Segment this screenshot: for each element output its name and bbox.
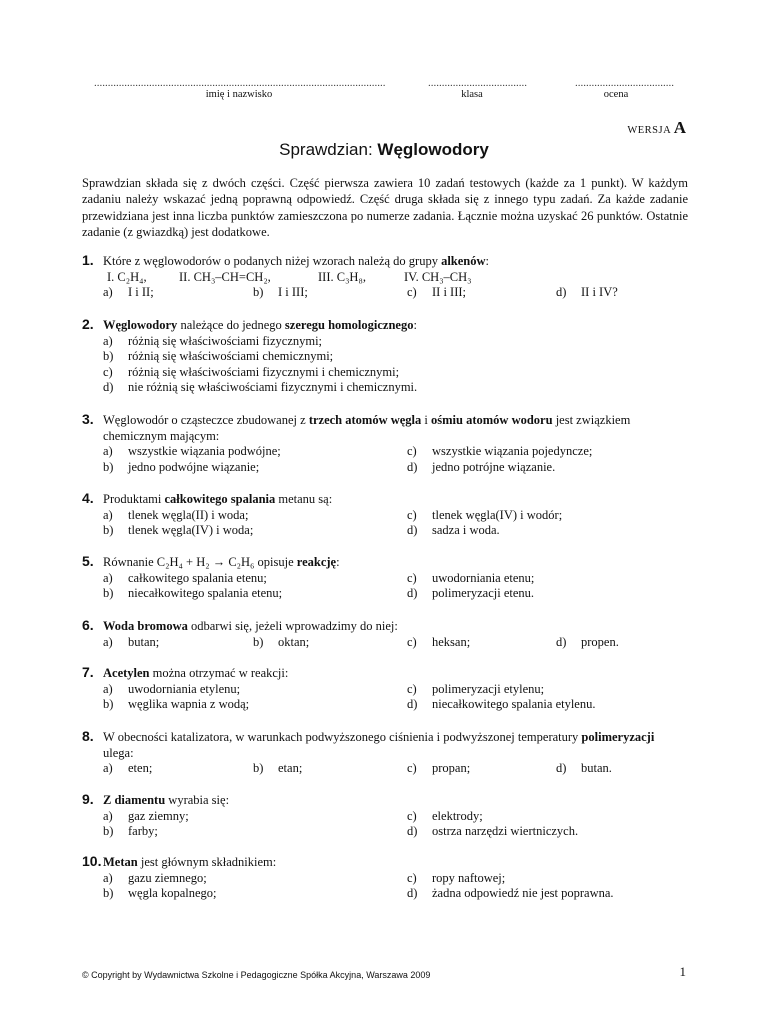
question-text [103, 666, 702, 682]
answer-b[interactable] [253, 761, 302, 777]
question-text-part: ulega: [103, 745, 134, 760]
question-text-bold: Węglowodory [103, 318, 178, 332]
name-label: imię i nazwisko [205, 89, 273, 100]
question-text-bold: Z diamentu [103, 793, 166, 807]
answer-b[interactable] [253, 285, 308, 301]
answer-text: ostrza narzędzi wiertniczych. [432, 824, 579, 839]
question-10 [82, 855, 702, 902]
answer-text: różnią się właściwościami chemicznymi; [128, 349, 334, 364]
answer-letter: a) [103, 570, 113, 585]
answer-row [103, 380, 702, 396]
question-4 [82, 492, 702, 539]
answer-c[interactable] [407, 508, 562, 524]
answer-row [103, 444, 702, 460]
question-text-bold: szeregu homologicznego [284, 318, 414, 332]
question-text-part: można otrzymać w reakcji: [149, 666, 289, 680]
answer-text: wszystkie wiązania podwójne; [128, 444, 281, 459]
question-text-part: odbarwi się, jeżeli wprowadzimy do niej: [187, 619, 398, 633]
answer-letter: d) [407, 886, 418, 901]
answer-text: ropy naftowej; [432, 870, 506, 885]
answer-text: polimeryzacji etylenu; [432, 681, 545, 696]
answer-a[interactable] [103, 682, 240, 698]
answer-c[interactable] [407, 682, 544, 698]
class-field [428, 77, 527, 102]
answer-letter: c) [407, 634, 417, 649]
answer-text: tlenek węgla(II) i woda; [128, 507, 249, 522]
answer-letter: d) [103, 380, 114, 395]
page-title [0, 139, 768, 161]
answer-letter: a) [103, 681, 113, 696]
question-number: 3. [82, 411, 94, 427]
answer-b[interactable] [103, 460, 259, 476]
answer-letter: a) [103, 808, 113, 823]
answer-letter: b) [103, 886, 114, 901]
answer-a[interactable] [103, 809, 189, 825]
answer-c[interactable] [407, 809, 483, 825]
question-text-part: jest związkiem chemicznym mającym: [103, 413, 631, 443]
answer-c[interactable] [407, 871, 505, 887]
question-6 [82, 619, 702, 650]
class-label: klasa [461, 89, 483, 100]
question-text [103, 492, 702, 508]
question-number: 7. [82, 664, 94, 680]
answer-letter: b) [103, 697, 114, 712]
question-text-part: wyrabia się: [165, 793, 230, 807]
question-text-bold: polimeryzacji [581, 730, 655, 744]
answer-a[interactable] [103, 571, 267, 587]
class-dotted-line: .................................... [428, 77, 527, 89]
question-text-part: : [413, 318, 417, 332]
question-text-part: Równanie C₂H₄ + H₂ → C₂H₆ opisuje [103, 555, 297, 569]
question-9 [82, 793, 702, 840]
question-7 [82, 666, 702, 713]
answer-text: oktan; [278, 634, 310, 649]
answer-row [103, 285, 702, 301]
answer-text: heksan; [432, 634, 471, 649]
answer-text: sadza i woda. [432, 523, 500, 538]
question-text-part: i [421, 413, 432, 427]
answer-text: butan. [581, 761, 612, 776]
answer-text: tlenek węgla(IV) i woda; [128, 523, 254, 538]
question-text-bold: Woda bromowa [103, 619, 188, 633]
version-indicator [627, 120, 686, 139]
answer-text: uwodorniania etenu; [432, 570, 535, 585]
formula-row [103, 270, 702, 286]
question-text-bold: Acetylen [103, 666, 150, 680]
answer-row [103, 886, 702, 902]
answer-letter: b) [253, 634, 264, 649]
answer-d[interactable] [407, 586, 534, 602]
answer-letter: a) [103, 444, 113, 459]
question-text-bold: reakcję [296, 555, 337, 569]
page-number: 1 [679, 964, 686, 979]
question-text [103, 413, 643, 444]
answer-row [103, 334, 702, 350]
question-number: 8. [82, 728, 94, 744]
answer-letter: a) [103, 333, 113, 348]
question-text [103, 855, 702, 871]
answer-text: niecałkowitego spalania etylenu. [432, 697, 596, 712]
answer-row [103, 365, 702, 381]
answer-text: I i III; [278, 285, 308, 300]
name-field [94, 78, 384, 102]
answer-text: węglika wapnia z wodą; [128, 697, 250, 712]
name-dotted-line: .......................................................................................................... [94, 77, 386, 89]
answer-c[interactable] [407, 571, 534, 587]
question-text [103, 555, 702, 571]
question-2 [82, 318, 702, 396]
question-text-part: : [336, 555, 340, 569]
answer-text: żadna odpowiedź nie jest poprawna. [432, 886, 614, 901]
answer-d[interactable] [103, 380, 417, 396]
answer-row [103, 586, 702, 602]
version-letter: A [673, 118, 686, 137]
answer-letter: c) [407, 285, 417, 300]
answer-text: gazu ziemnego; [128, 870, 207, 885]
formula-4: IV. CH₃–CH₃ [404, 269, 472, 284]
answer-a[interactable] [103, 508, 248, 524]
answer-letter: d) [556, 285, 567, 300]
intro-paragraph: Sprawdzian składa się z dwóch części. Część pierwsza zawiera 10 zadań testowych (każde za 1 punkt). W każdym zadaniu należy wskazać jedną poprawną odpowiedź. Część druga składa się z innego typu zadań. Za każde zadanie przewidziana jest inna liczba punktów zamieszczona po numerze zadania. Łącznie można uzyskać 26 punktów. Ostatnie zadanie (z gwiazdką) jest dodatkowe. [82, 176, 688, 240]
answer-c[interactable] [407, 761, 470, 777]
answer-a[interactable] [103, 871, 207, 887]
question-text-bold: trzech atomów węgla [308, 413, 422, 427]
answer-text: węgla kopalnego; [128, 886, 217, 901]
question-text-part: metanu są: [275, 492, 333, 506]
title-prefix: Sprawdzian: [279, 140, 373, 159]
answer-text: farby; [128, 824, 158, 839]
answer-row [103, 761, 702, 777]
answer-b[interactable] [103, 523, 253, 539]
answer-text: propan; [432, 761, 471, 776]
answer-row [103, 635, 702, 651]
title-topic: Węglowodory [377, 140, 489, 159]
answer-text: niecałkowitego spalania etenu; [128, 586, 283, 601]
answer-b[interactable] [103, 886, 217, 902]
answer-text: jedno podwójne wiązanie; [128, 459, 260, 474]
answer-letter: c) [407, 681, 417, 696]
answer-letter: d) [407, 697, 418, 712]
question-text-bold: alkenów [441, 254, 486, 268]
answer-row [103, 824, 702, 840]
answer-letter: b) [103, 824, 114, 839]
answer-letter: b) [253, 285, 264, 300]
question-number: 1. [82, 252, 94, 268]
question-text-bold: ośmiu atomów wodoru [431, 413, 553, 427]
answer-b[interactable] [103, 349, 333, 365]
answer-d[interactable] [556, 285, 618, 301]
answer-row [103, 508, 702, 524]
formula-2: II. CH₃–CH=CH₂, [179, 269, 271, 284]
answer-a[interactable] [103, 635, 159, 651]
question-text [103, 730, 673, 761]
answer-letter: c) [407, 761, 417, 776]
grade-label: ocena [603, 89, 629, 100]
answer-c[interactable] [103, 365, 399, 381]
answer-letter: a) [103, 761, 113, 776]
question-text-part: Węglowodór o cząsteczce zbudowanej z [103, 413, 309, 427]
answer-text: polimeryzacji etenu. [432, 586, 535, 601]
answer-c[interactable] [407, 635, 470, 651]
question-text-part: W obecności katalizatora, w warunkach podwyższonego ciśnienia i podwyższonej temperatury [103, 730, 582, 744]
question-8 [82, 730, 702, 777]
question-text [103, 793, 702, 809]
copyright-footer: © Copyright by Wydawnictwa Szkolne i Pedagogiczne Spółka Akcyjna, Warszawa 2009 [82, 970, 431, 980]
answer-text: wszystkie wiązania pojedyncze; [432, 444, 593, 459]
answer-row [103, 571, 702, 587]
question-1 [82, 254, 702, 301]
version-label: WERSJA [627, 125, 671, 136]
answer-text: elektrody; [432, 808, 483, 823]
question-text-part: Produktami [103, 492, 165, 506]
answer-row [103, 682, 702, 698]
question-number: 9. [82, 791, 94, 807]
answer-letter: d) [556, 634, 567, 649]
answer-letter: b) [103, 459, 114, 474]
answer-letter: a) [103, 634, 113, 649]
question-number: 4. [82, 490, 94, 506]
answer-letter: a) [103, 870, 113, 885]
question-text-part: Które z węglowodorów o podanych niżej wzorach należą do grupy [103, 254, 442, 268]
question-number: 5. [82, 553, 94, 569]
answer-text: eten; [128, 761, 153, 776]
answer-text: propen. [581, 634, 619, 649]
answer-b[interactable] [103, 697, 249, 713]
question-number: 6. [82, 617, 94, 633]
answer-d[interactable] [407, 886, 614, 902]
answer-d[interactable] [556, 635, 619, 651]
answer-c[interactable] [407, 444, 592, 460]
answer-text: różnią się właściwościami fizycznymi; [128, 333, 323, 348]
question-number: 10. [82, 853, 102, 869]
answer-a[interactable] [103, 334, 322, 350]
answer-a[interactable] [103, 761, 152, 777]
answer-letter: c) [407, 444, 417, 459]
answer-d[interactable] [407, 523, 500, 539]
answer-row [103, 697, 702, 713]
answer-d[interactable] [556, 761, 612, 777]
answer-text: etan; [278, 761, 303, 776]
answer-b[interactable] [103, 586, 282, 602]
answer-letter: c) [407, 570, 417, 585]
answer-b[interactable] [253, 635, 309, 651]
answer-text: całkowitego spalania etenu; [128, 570, 267, 585]
answer-letter: d) [407, 586, 418, 601]
question-text-part: : [485, 254, 490, 268]
answer-b[interactable] [103, 824, 158, 840]
question-text [103, 318, 702, 334]
answer-a[interactable] [103, 285, 154, 301]
answer-text: różnią się właściwościami fizycznymi i chemicznymi; [128, 364, 400, 379]
answer-text: nie różnią się właściwościami fizycznymi i chemicznymi. [128, 380, 418, 395]
answer-row [103, 871, 702, 887]
question-text-part: należące do jednego [177, 318, 285, 332]
formula-3: III. C₃H₈, [318, 269, 366, 284]
question-number: 2. [82, 316, 94, 332]
answer-letter: a) [103, 507, 113, 522]
grade-field [575, 77, 674, 102]
answer-c[interactable] [407, 285, 466, 301]
answer-text: butan; [128, 634, 160, 649]
answer-letter: d) [407, 459, 418, 474]
answer-d[interactable] [407, 460, 555, 476]
answer-row [103, 809, 702, 825]
answer-text: II i IV? [581, 285, 618, 300]
answer-letter: c) [407, 870, 417, 885]
answer-letter: c) [407, 808, 417, 823]
question-text [103, 619, 702, 635]
answer-text: gaz ziemny; [128, 808, 189, 823]
question-text [103, 254, 702, 270]
answer-row [103, 460, 702, 476]
answer-letter: c) [103, 364, 113, 379]
answer-letter: b) [103, 586, 114, 601]
answer-letter: b) [253, 761, 264, 776]
answer-text: uwodorniania etylenu; [128, 681, 241, 696]
answer-d[interactable] [407, 824, 578, 840]
answer-row [103, 523, 702, 539]
answer-letter: d) [407, 824, 418, 839]
answer-text: jedno potrójne wiązanie. [432, 459, 556, 474]
grade-dotted-line: .................................... [575, 77, 674, 89]
question-text-bold: całkowitego spalania [164, 492, 276, 506]
answer-text: tlenek węgla(IV) i wodór; [432, 507, 563, 522]
answer-letter: d) [407, 523, 418, 538]
answer-text: I i II; [128, 285, 154, 300]
question-3 [82, 413, 702, 475]
answer-letter: b) [103, 349, 114, 364]
answer-row [103, 349, 702, 365]
question-text-bold: Metan [103, 855, 138, 869]
answer-a[interactable] [103, 444, 281, 460]
answer-letter: d) [556, 761, 567, 776]
answer-letter: c) [407, 507, 417, 522]
answer-d[interactable] [407, 697, 595, 713]
question-text-part: jest głównym składnikiem: [137, 855, 277, 869]
answer-text: II i III; [432, 285, 467, 300]
answer-letter: a) [103, 285, 113, 300]
answer-letter: b) [103, 523, 114, 538]
question-5 [82, 555, 702, 602]
formula-1: I. C₂H₄, [107, 269, 147, 284]
